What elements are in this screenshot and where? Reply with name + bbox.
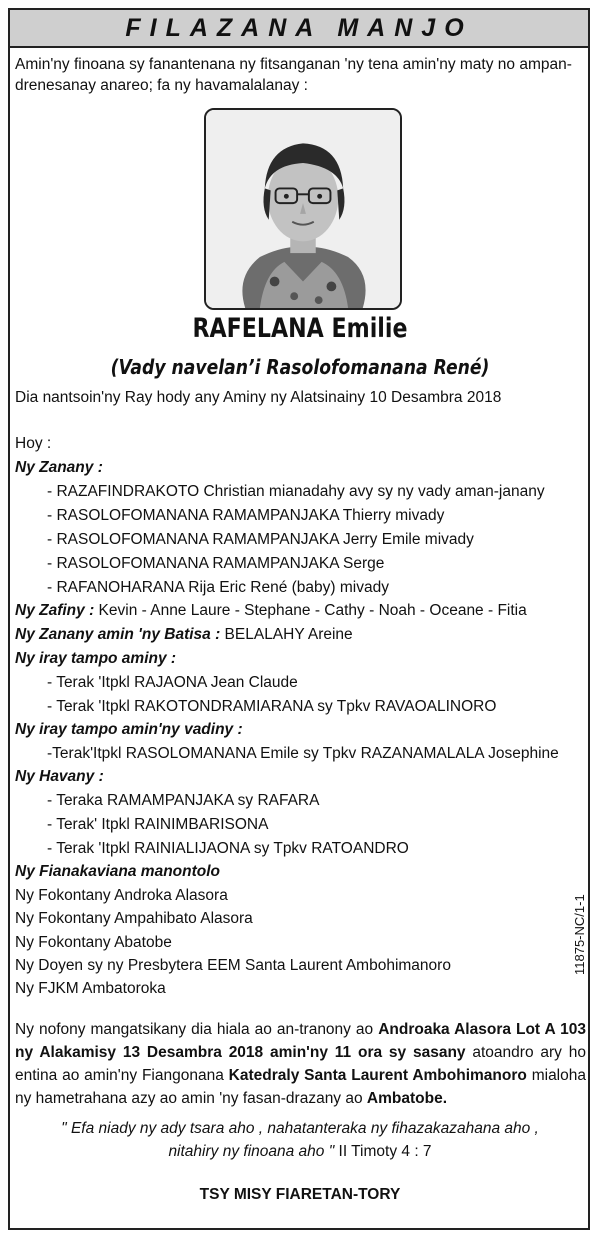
fianakaviana-item: Ny Fokontany Abatobe [15,934,172,951]
fianakaviana-item: Ny Doyen sy ny Presbytera EEM Santa Laurent Ambohimanoro [15,957,451,974]
quote-reference: II Timoty 4 : 7 [334,1143,432,1160]
footer-note: TSY MISY FIARETAN-TORY [199,1186,401,1203]
funeral-bold-2: Katedraly Santa Laurent Ambohimanoro [228,1067,527,1084]
fianakaviana-item: Ny FJKM Ambatoroka [15,980,166,997]
havany-label-text: Ny Havany : [15,768,104,785]
notice-title: FILAZANA MANJO [125,13,473,42]
funeral-bold-3: Ambatobe. [366,1090,448,1107]
havany-label [15,767,104,787]
intro-text: Amin'ny finoana sy fanantenana ny fitsanganan 'ny tena amin'ny maty no ampan-drenesanay anareo; fa ny havamalalanay : [15,56,572,94]
funeral-text-2: atoandro ary ho entina ao amin'ny Fiangonana [15,1044,586,1084]
death-line: Dia nantsoin'ny Ray hody any Aminy ny Alatsinainy 10 Desambra 2018 [15,389,502,406]
tampo-aminy-item: - Terak 'Itpkl RAKOTONDRAMIARANA sy Tpkv RAVAOALINORO [47,698,497,715]
tampo-vadiny-label [15,720,243,740]
fianakaviana-item: Ny Fokontany Androka Alasora [15,887,228,904]
hoy-label: Hoy : [15,435,52,452]
zafiny-value: Kevin - Anne Laure - Stephane - Cathy - Noah - Oceane - Fitia [94,602,527,619]
tampo-aminy-label-text: Ny iray tampo aminy : [15,650,177,667]
deceased-subtitle: (Vady navelan’i Rasolofomanana René) [110,355,490,379]
zanany-label [15,458,103,478]
batisa-line [15,625,353,645]
funeral-text-1: Ny nofony mangatsikany dia hiala ao an-tranony ao [15,1021,379,1038]
fianakaviana-label [15,862,220,882]
tampo-aminy-label [15,649,176,669]
zanany-item: - RAZAFINDRAKOTO Christian mianadahy avy sy ny vady aman-janany [47,483,545,500]
zanany-item: - RASOLOFOMANANA RAMAMPANJAKA Serge [47,555,385,572]
zanany-item: - RASOLOFOMANANA RAMAMPANJAKA Thierry mivady [47,507,445,524]
zafiny-label: Ny Zafiny : [15,602,95,619]
batisa-value: BELALAHY Areine [220,626,353,643]
zanany-label-text: Ny Zanany : [15,459,103,476]
deceased-name: RAFELANA Emilie [192,313,408,344]
funeral-bold-1: Androaka Alasora Lot A 103 ny Alakamisy 13 Desambra 2018 amin'ny 11 ora sy sasany [15,1021,586,1061]
batisa-label: Ny Zanany amin 'ny Batisa : [15,626,221,643]
fianakaviana-item: Ny Fokontany Ampahibato Alasora [15,910,253,927]
havany-item: - Terak' Itpkl RAINIMBARISONA [47,816,269,833]
reference-code: 11875-NC/1-1 [572,894,587,975]
quote-line-2 [0,1143,600,1161]
portrait-photo [204,108,402,310]
quote-line-1: " Efa niady ny ady tsara aho , nahatanteraka ny fihazakazahana aho , [61,1120,539,1137]
zafiny-line [15,601,527,621]
tampo-aminy-item: - Terak 'Itpkl RAJAONA Jean Claude [47,674,298,691]
tampo-vadiny-item: -Terak'Itpkl RASOLOMANANA Emile sy Tpkv RAZANAMALALA Josephine [47,745,559,762]
funeral-text-3: mialoha ny hametrahana azy ao amin 'ny fasan-drazany ao [15,1067,586,1107]
fianakaviana-label-text: Ny Fianakaviana manontolo [15,863,220,880]
quote-line-2-text: nitahiry ny finoana aho " [168,1143,335,1160]
funeral-paragraph [15,1018,586,1110]
tampo-vadiny-label-text: Ny iray tampo amin'ny vadiny : [15,721,243,738]
havany-item: - Teraka RAMAMPANJAKA sy RAFARA [47,792,320,809]
zanany-item: - RAFANOHARANA Rija Eric René (baby) mivady [47,579,389,596]
portrait-photo-icon [206,110,400,308]
havany-item: - Terak 'Itpkl RAINIALIJAONA sy Tpkv RATOANDRO [47,840,409,857]
notice-header [8,8,590,48]
zanany-item: - RASOLOFOMANANA RAMAMPANJAKA Jerry Emile mivady [47,531,474,548]
